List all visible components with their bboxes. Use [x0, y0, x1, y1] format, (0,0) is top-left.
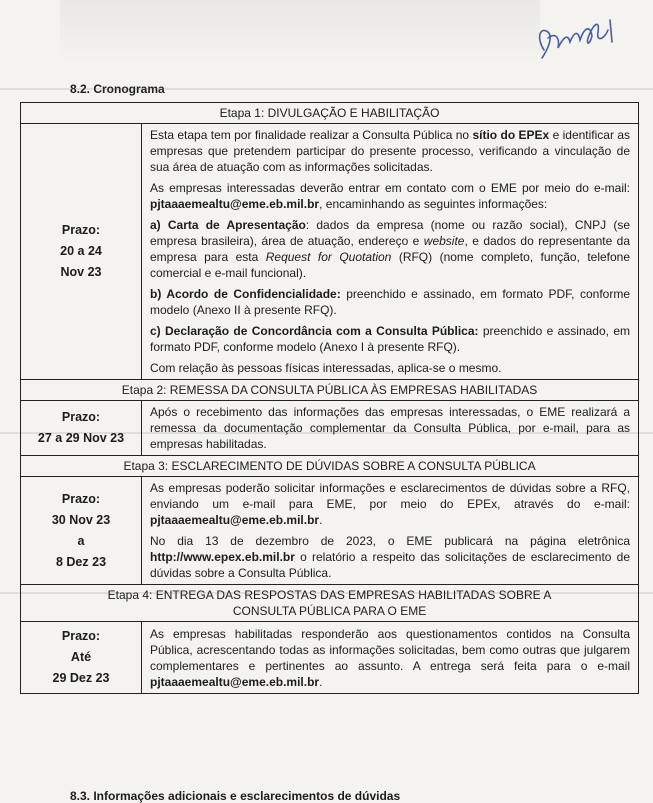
contact-email: pjtaaaemealtu@eme.eb.mil.br: [150, 197, 320, 211]
stage-1-header-row: [21, 103, 639, 124]
deadline-label: Prazo:: [61, 629, 101, 643]
deadline-label: Prazo:: [61, 410, 101, 424]
contact-email: pjtaaaemealtu@eme.eb.mil.br: [150, 674, 320, 689]
paragraph: Esta etapa tem por finalidade realizar a Consulta Pública no sítio do EPEx e identificar as empresas que pretendem participar do presente processo, verificando a vinculação de sua área de atuação com as informações solicitadas.: [150, 128, 631, 174]
deadline-value: 30 Nov 23: [51, 512, 111, 527]
stage-1-row: [21, 124, 639, 380]
stage-4-description: [142, 622, 639, 694]
bleed-through-text: [60, 0, 540, 62]
deadline-value: 8 Dez 23: [55, 554, 107, 569]
website-link: http://www.epex.eb.mil.br: [150, 550, 295, 564]
deadline-value: a: [77, 533, 85, 548]
paragraph: Após o recebimento das informações das empresas interessadas, o EME realizará a remessa da documentação complementar da Consulta Pública, por e-mail, para as empresas habilitadas.: [150, 405, 631, 451]
stage-2-row: [21, 401, 639, 456]
stage-2-deadline: [21, 401, 142, 456]
deadline-value: Até: [70, 650, 92, 664]
stage-4-deadline: [21, 622, 142, 694]
stage-4-title-line: Etapa 4: ENTREGA DAS RESPOSTAS DAS EMPRESAS HABILITADAS SOBRE A: [107, 588, 552, 602]
paragraph: c) Declaração de Concordância com a Consulta Pública: preenchido e assinado, em formato PDF, conforme modelo (Anexo I à presente RFQ).: [150, 324, 631, 354]
handwritten-signature: [530, 8, 630, 63]
stage-4-row: [21, 622, 639, 694]
next-section-title: 8.3. Informações adicionais e esclarecimentos de dúvidas: [70, 789, 401, 803]
stage-2-title: Etapa 2: REMESSA DA CONSULTA PÚBLICA ÀS EMPRESAS HABILITADAS: [21, 380, 639, 401]
schedule-table: [20, 102, 639, 694]
contact-email: pjtaaaemealtu@eme.eb.mil.br: [150, 513, 320, 527]
paragraph: As empresas poderão solicitar informações e esclarecimentos de dúvidas sobre a RFQ, enviando um e-mail para EME, por meio do EPEx, através do e-mail: pjtaaaemealtu@eme.eb.mil.br.: [150, 481, 631, 527]
stage-1-title: Etapa 1: DIVULGAÇÃO E HABILITAÇÃO: [21, 103, 639, 124]
paragraph: No dia 13 de dezembro de 2023, o EME publicará na página eletrônica http://www.epex.eb.mil.br o relatório a respeito das solicitações de esclarecimento de dúvidas sobre a Consulta Pública.: [150, 534, 631, 580]
deadline-label: Prazo:: [61, 223, 101, 237]
stage-4-title: [21, 585, 639, 622]
stage-4-header-row: [21, 585, 639, 622]
stage-3-description: [142, 477, 639, 585]
section-title: 8.2. Cronograma: [70, 82, 165, 96]
stage-2-description: [142, 401, 639, 456]
paragraph: b) Acordo de Confidencialidade: preenchido e assinado, em formato PDF, conforme modelo (Anexo II à presente RFQ).: [150, 287, 631, 317]
deadline-value: Nov 23: [60, 265, 102, 279]
paragraph: As empresas interessadas deverão entrar em contato com o EME por meio do e-mail: pjtaaaemealtu@eme.eb.mil.br, encaminhando as seguintes informações:: [150, 181, 631, 211]
stage-1-deadline: [21, 124, 142, 380]
stage-2-header-row: [21, 380, 639, 401]
deadline-label: Prazo:: [61, 491, 101, 506]
stage-3-deadline: [21, 477, 142, 585]
deadline-value: 29 Dez 23: [52, 671, 110, 685]
bleed-line: [0, 88, 653, 90]
paragraph: Com relação às pessoas físicas interessadas, aplica-se o mesmo.: [150, 361, 502, 375]
stage-1-description: [142, 124, 639, 380]
stage-3-row: [21, 477, 639, 585]
deadline-value: 27 a 29 Nov 23: [37, 431, 125, 445]
paragraph: As empresas habilitadas responderão aos questionamentos contidos na Consulta Pública, acrescentando todas as informações solicitadas, bem como outras que julgarem complementares e pertinentes ao assunto. A entrega será feita para o e-mail pjtaaaemealtu@eme.eb.mil.br.: [150, 626, 631, 689]
paragraph: a) Carta de Apresentação: dados da empresa (nome ou razão social), CNPJ (se empresa brasileira), área de atuação, endereço e website, e dados do representante da empresa para esta Request for Quotation (RFQ) (nome completo, função, telefone comercial e e-mail funcional).: [150, 218, 631, 280]
stage-4-title-line: CONSULTA PÚBLICA PARA O EME: [232, 604, 427, 618]
stage-3-title: Etapa 3: ESCLARECIMENTO DE DÚVIDAS SOBRE A CONSULTA PÚBLICA: [21, 456, 639, 477]
deadline-value: 20 a 24: [60, 244, 102, 258]
stage-3-header-row: [21, 456, 639, 477]
